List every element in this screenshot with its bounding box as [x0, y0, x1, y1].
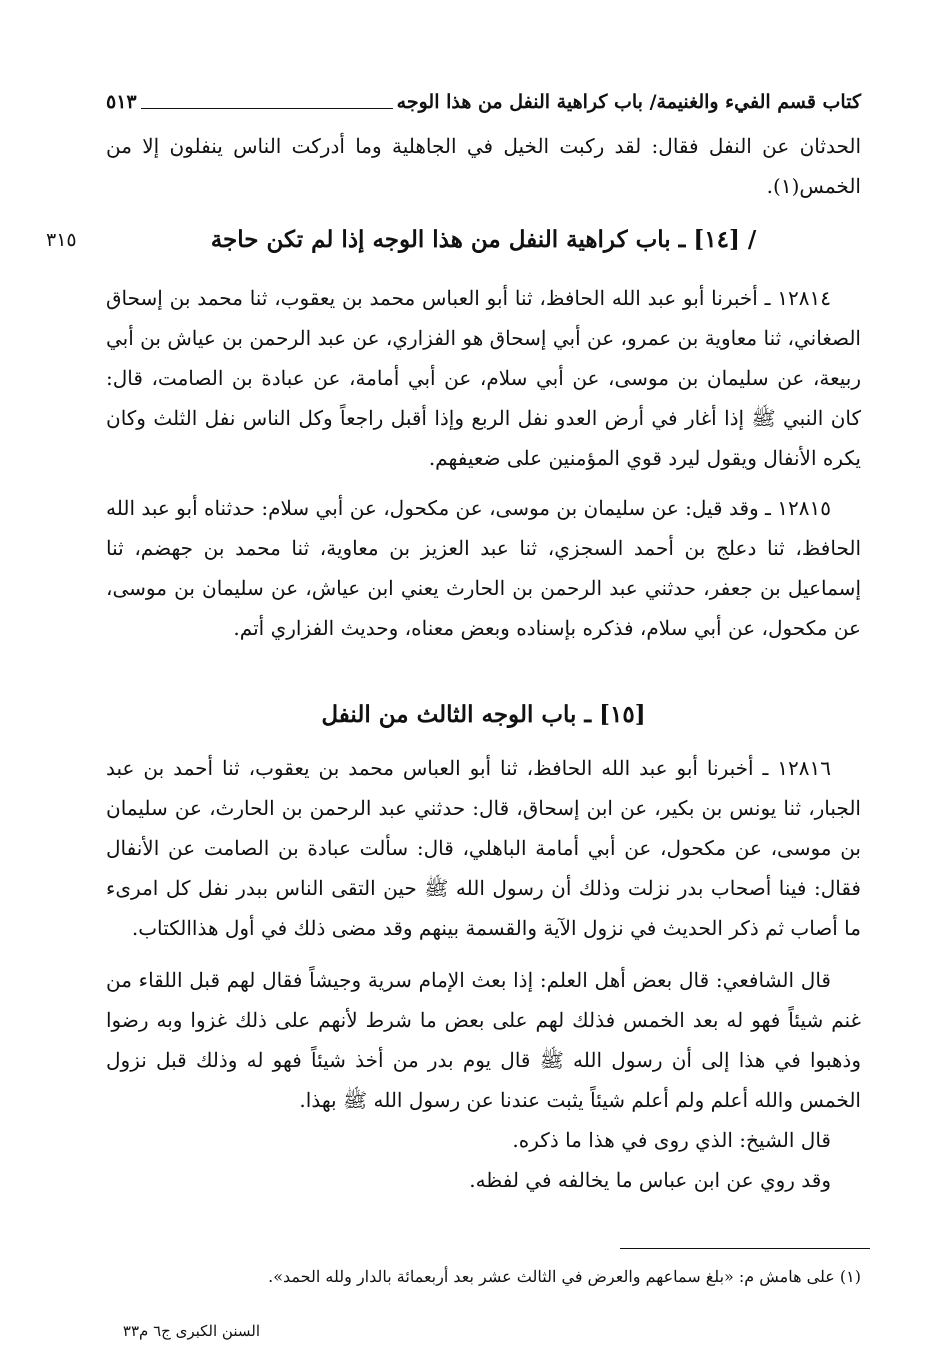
hadith-12814: ١٢٨١٤ ـ أخبرنا أبو عبد الله الحافظ، ثنا أبو العباس محمد بن يعقوب، ثنا محمد بن إسحاق الصغاني، ثنا معاوية بن عمرو، عن أبي إسحاق هو الفزاري، عن عبد الرحمن بن عياش بن أبي ربيعة، عن سليمان بن موسى، عن أبي سلام، عن أبي أمامة، عن عبادة بن الصامت، قال: كان النبي ﷺ إذا أغار في أرض العدو نفل الربع وإذا أقبل راجعاً وكل الناس نفل الثلث وكان يكره الأنفال ويقول ليرد قوي المؤمنين على ضعيفهم. [106, 286, 861, 470]
hadith-12815: ١٢٨١٥ ـ وقد قيل: عن سليمان بن موسى، عن مكحول، عن أبي سلام: حدثناه أبو عبد الله الحافظ، ثنا دعلج بن أحمد السجزي، ثنا عبد العزيز بن معاوية، ثنا محمد بن جهضم، ثنا إسماعيل بن جعفر، حدثني عبد الرحمن بن الحارث يعني ابن عياش، عن سليمان بن موسى، عن مكحول، عن أبي سلام، فذكره بإسناده وبعض معناه، وحديث الفزاري أتم. [106, 496, 861, 640]
ibn-abbas-paragraph: وقد روي عن ابن عباس ما يخالفه في لفظه. [469, 1168, 831, 1192]
footnote: (١) على هامش م: «بلغ سماعهم والعرض في الثالث عشر بعد أربعمائة بالدار ولله الحمد». [268, 1267, 861, 1286]
running-header [106, 82, 861, 122]
header-rule [141, 108, 393, 109]
shaykh-paragraph: قال الشيخ: الذي روى في هذا ما ذكره. [512, 1128, 831, 1152]
volume-signature: السنن الكبرى ج٦ م٣٣ [122, 1322, 260, 1340]
header-title: كتاب قسم الفيء والغنيمة/ باب كراهية النفل من هذا الوجه [396, 91, 861, 113]
footnote-separator [620, 1248, 870, 1249]
section-15-heading: [١٥] ـ باب الوجه الثالث من النفل [321, 701, 646, 728]
margin-page-ref: ٣١٥ [46, 229, 77, 251]
shafii-paragraph: قال الشافعي: قال بعض أهل العلم: إذا بعث الإمام سرية وجيشاً فقال لهم قبل اللقاء من غنم شيئاً فهو له بعد الخمس فذلك لهم على بعض ما شرط لأنهم على ذلك غزوا وبه رضوا وذهبوا في هذا إلى أن رسول الله ﷺ قال يوم بدر من أخذ شيئاً فهو له وذلك قبل نزول الخمس والله أعلم ولم أعلم شيئاً يثبت عندنا عن رسول الله ﷺ بهذا. [106, 968, 862, 1112]
hadith-12816: ١٢٨١٦ ـ أخبرنا أبو عبد الله الحافظ، ثنا أبو العباس محمد بن يعقوب، ثنا أحمد بن عبد الجبار، ثنا يونس بن بكير، عن ابن إسحاق، قال: حدثني عبد الرحمن بن الحارث، عن سليمان بن موسى، عن مكحول، عن أبي أمامة الباهلي، قال: سألت عبادة بن الصامت عن الأنفال فقال: فينا أصحاب بدر نزلت وذلك أن رسول الله ﷺ حين التقى الناس ببدر نفل كل امرىء ما أصاب ثم ذكر الحديث في نزول الآية والقسمة بينهم وقد مضى ذلك في أول هذاالكتاب. [106, 756, 861, 940]
intro-paragraph-block [106, 126, 861, 206]
section-14-body [106, 278, 861, 648]
section-14-heading: / [١٤] ـ باب كراهية النفل من هذا الوجه إذا لم تكن حاجة [210, 226, 757, 253]
section-15-body [106, 748, 861, 1200]
intro-paragraph: الحدثان عن النفل فقال: لقد ركبت الخيل في الجاهلية وما أدركت الناس ينفلون إلا من الخمس(١). [106, 134, 861, 198]
page-number: ٥١٣ [106, 91, 137, 113]
